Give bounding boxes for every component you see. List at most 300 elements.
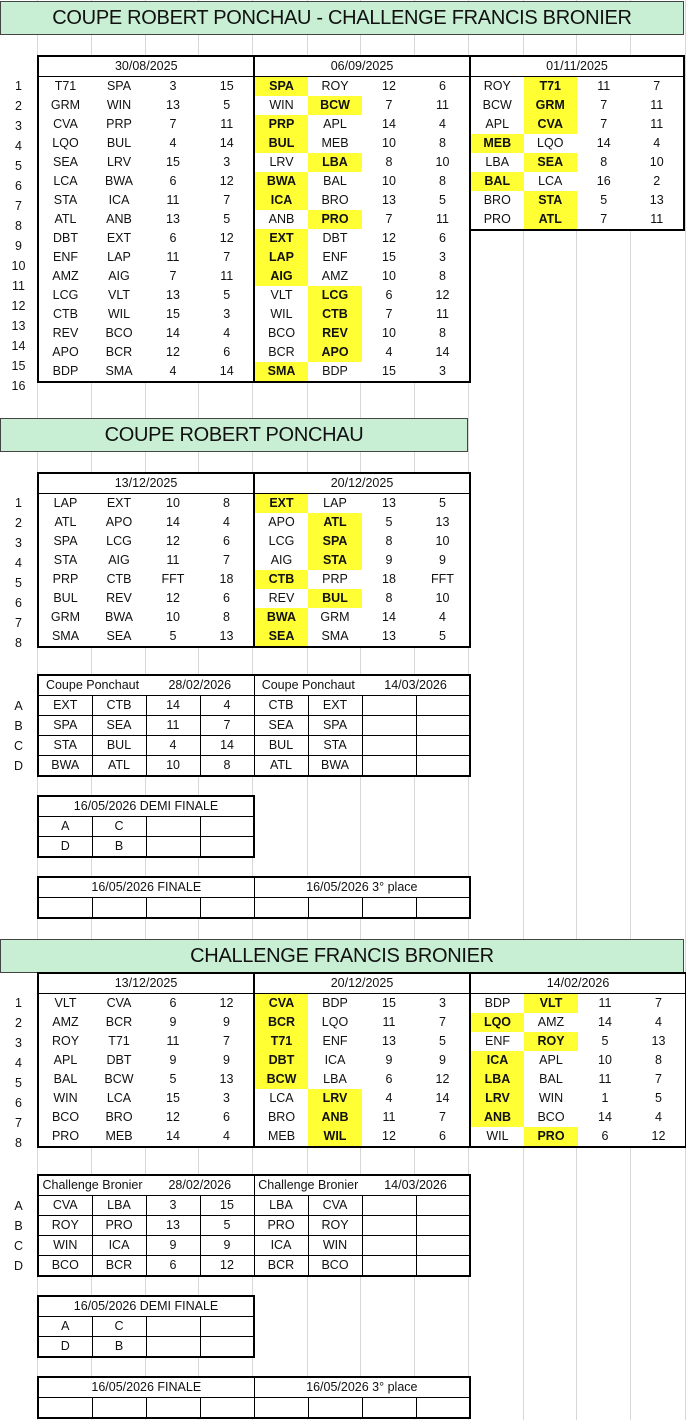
team-cell: DBT (106, 1053, 132, 1067)
team-cell: WIN (308, 1236, 362, 1256)
quarter-label: A (0, 696, 37, 716)
date-header: 13/12/2025 (38, 473, 254, 494)
score-cell: 13 (435, 515, 450, 529)
score-cell: 7 (223, 250, 231, 264)
team-cell: BUL (106, 136, 132, 150)
score-cell: 14 (200, 736, 254, 756)
score-cell: 15 (382, 250, 396, 264)
round-number: 9 (0, 236, 37, 256)
score-cell (362, 1236, 416, 1256)
team-cell: APL (53, 1053, 78, 1067)
score-cell: 6 (439, 231, 446, 245)
table-row (38, 716, 470, 736)
table-row (38, 115, 254, 134)
team-cell: LCG (106, 534, 132, 548)
team-cell: PRP (322, 572, 348, 586)
match-block (253, 472, 471, 648)
score-cell: 14 (219, 136, 234, 150)
team-cell: SPA (38, 716, 92, 736)
table-row (38, 153, 254, 172)
score-cell: 3 (439, 364, 446, 378)
table-row (470, 1108, 686, 1127)
score-cell: 10 (435, 155, 450, 169)
score-cell: 13 (146, 1216, 200, 1236)
match-block (469, 55, 685, 231)
quarter-date: 28/02/2026 (146, 675, 254, 696)
team-cell: BRO (267, 1110, 296, 1124)
score-cell: 9 (223, 1015, 230, 1029)
team-cell: ENF (53, 250, 78, 264)
team-cell: LBA (308, 153, 362, 172)
score-cell: 15 (166, 155, 180, 169)
team-cell: LBA (323, 1072, 347, 1086)
score-cell: 10 (435, 534, 450, 548)
score-cell: 14 (382, 610, 396, 624)
round-number: 6 (0, 1093, 37, 1113)
table-row (38, 77, 254, 97)
score-cell: 12 (651, 1129, 666, 1143)
table-row (38, 589, 254, 608)
round-number: 8 (0, 216, 37, 236)
date-header: 14/02/2026 (470, 973, 686, 994)
quarter-date: 28/02/2026 (146, 1175, 254, 1196)
team-cell: LRV (106, 155, 132, 169)
final-title: 16/05/2026 FINALE (38, 877, 254, 898)
table-row (38, 1398, 470, 1419)
score-cell: 9 (146, 1236, 200, 1256)
semi-cell: C (92, 817, 146, 837)
score-cell: 13 (382, 1034, 396, 1048)
date-header: 20/12/2025 (254, 473, 470, 494)
score-cell: 7 (223, 1034, 230, 1048)
quarter-label: C (0, 1236, 37, 1256)
score-cell: 14 (435, 1091, 450, 1105)
score-cell: 12 (219, 231, 234, 245)
team-cell: CVA (308, 1196, 362, 1216)
team-cell: ENF (322, 250, 348, 264)
team-cell: LAP (107, 250, 131, 264)
team-cell: SPA (254, 77, 308, 97)
team-cell: SEA (254, 627, 308, 647)
score-cell: 5 (200, 1216, 254, 1236)
team-cell: BCR (92, 1256, 146, 1277)
team-cell: ICA (254, 1236, 308, 1256)
semi-cell (200, 837, 254, 858)
score-cell: 9 (169, 1053, 177, 1067)
team-cell: BCR (268, 345, 295, 359)
score-cell: 14 (435, 345, 450, 359)
cell (200, 898, 254, 919)
score-cell: 16 (596, 174, 611, 188)
team-cell: BUL (53, 591, 78, 605)
team-cell: BRO (483, 193, 511, 207)
table-row (470, 210, 684, 230)
score-cell (362, 756, 416, 777)
cell (146, 1398, 200, 1419)
score-cell: 7 (169, 269, 177, 283)
table-row (254, 286, 470, 305)
score-cell: 5 (223, 98, 231, 112)
team-cell: SMA (321, 629, 349, 643)
cell (416, 898, 470, 919)
round-number: 13 (0, 316, 37, 336)
score-cell: 12 (382, 79, 396, 93)
score-cell: 9 (169, 1015, 177, 1029)
team-cell: BCR (254, 1013, 308, 1032)
table-row (38, 570, 254, 589)
team-cell: LCA (53, 174, 78, 188)
table-row (38, 1013, 254, 1032)
cell (416, 1398, 470, 1419)
team-cell: ATL (54, 212, 77, 226)
team-cell: LRV (470, 1089, 524, 1108)
round-number: 3 (0, 533, 37, 553)
score-cell: 11 (166, 193, 180, 207)
round-number: 2 (0, 1013, 37, 1033)
team-cell: WIL (107, 307, 131, 321)
team-cell: BUL (92, 736, 146, 756)
table-row (38, 229, 254, 248)
table-row (470, 134, 684, 153)
score-cell: 5 (439, 1034, 446, 1048)
team-cell: BCO (105, 326, 133, 340)
team-cell: BWA (104, 174, 133, 188)
table-row (254, 153, 470, 172)
semi-cell: A (38, 817, 92, 837)
team-cell: BUL (254, 736, 308, 756)
date-header: 30/08/2025 (38, 56, 254, 77)
cell (38, 898, 92, 919)
score-cell: 12 (382, 231, 396, 245)
table-row (38, 1377, 470, 1398)
team-cell: PRP (254, 115, 308, 134)
score-cell: 12 (166, 345, 180, 359)
score-cell: 7 (439, 1015, 446, 1029)
score-cell: 11 (597, 79, 611, 93)
score-cell: 6 (385, 1072, 393, 1086)
cell (254, 1398, 308, 1419)
score-cell: 9 (385, 553, 393, 567)
team-cell: WIN (538, 1091, 564, 1105)
score-cell (362, 1216, 416, 1236)
cell (308, 1398, 362, 1419)
score-cell: 18 (219, 572, 234, 586)
quarter-label: B (0, 1216, 37, 1236)
score-cell: 12 (435, 1072, 450, 1086)
table-row (470, 1032, 686, 1051)
score-cell: 6 (601, 1129, 609, 1143)
table-row (38, 608, 254, 627)
semi-cell: D (38, 837, 92, 858)
round-number: 1 (0, 493, 37, 513)
challenge-finals (37, 1376, 471, 1419)
score-cell: 4 (223, 515, 230, 529)
score-cell: 14 (596, 136, 611, 150)
score-cell (362, 736, 416, 756)
score-cell: 6 (169, 174, 177, 188)
round-number: 12 (0, 296, 37, 316)
table-row (38, 1236, 470, 1256)
team-cell: BCR (254, 1256, 308, 1277)
table-row (38, 362, 254, 382)
score-cell: 8 (200, 756, 254, 777)
score-cell: 4 (655, 1110, 662, 1124)
team-cell: BWA (254, 608, 308, 627)
team-cell: BWA (308, 756, 362, 777)
table-row (254, 324, 470, 343)
score-cell: 13 (219, 1072, 234, 1086)
score-cell: 5 (601, 1034, 609, 1048)
score-cell: 11 (382, 1015, 396, 1029)
team-cell: LAP (53, 496, 78, 510)
team-cell: STA (524, 191, 578, 210)
team-cell: LQO (52, 136, 79, 150)
score-cell: 7 (600, 212, 608, 226)
team-cell: SPA (53, 534, 78, 548)
cell (254, 898, 308, 919)
score-cell: 3 (439, 250, 446, 264)
score-cell: 5 (439, 496, 446, 510)
score-cell: 10 (382, 136, 396, 150)
coupe-semi-finals (37, 795, 255, 858)
cell (92, 898, 146, 919)
team-cell: LCG (308, 286, 362, 305)
score-cell: 4 (200, 696, 254, 716)
score-cell: 5 (385, 515, 393, 529)
table-row (470, 1089, 686, 1108)
score-cell: 10 (382, 269, 396, 283)
team-cell: AMZ (321, 269, 349, 283)
score-cell: 4 (653, 136, 661, 150)
quarter-label: C (0, 736, 37, 756)
team-cell: CVA (38, 1196, 92, 1216)
team-cell: ROY (38, 1216, 92, 1236)
cell (308, 898, 362, 919)
score-cell: 7 (385, 98, 393, 112)
score-cell: 7 (600, 98, 608, 112)
score-cell (416, 716, 470, 736)
team-cell: LCG (52, 288, 79, 302)
team-cell: STA (53, 553, 78, 567)
date-header: 01/11/2025 (470, 56, 684, 77)
score-cell: FFT (431, 572, 454, 586)
cell (146, 898, 200, 919)
team-cell: BCW (104, 1072, 134, 1086)
score-cell: 3 (169, 79, 177, 93)
score-cell: 14 (146, 696, 200, 716)
team-cell: SMA (254, 362, 308, 382)
semi-cell (200, 1337, 254, 1358)
score-cell: 8 (385, 155, 393, 169)
semi-cell (146, 837, 200, 858)
final-title: 16/05/2026 FINALE (38, 1377, 254, 1398)
score-cell: 15 (219, 79, 234, 93)
score-cell: 13 (166, 212, 180, 226)
score-cell: 6 (223, 534, 230, 548)
team-cell: WIL (308, 1127, 362, 1147)
round-number: 7 (0, 613, 37, 633)
team-cell: LRV (269, 155, 294, 169)
table-row (38, 513, 254, 532)
team-cell: GRM (50, 610, 81, 624)
team-cell: BCO (537, 1110, 565, 1124)
team-cell: REV (268, 591, 295, 605)
team-cell: EXT (38, 696, 92, 716)
score-cell: 2 (653, 174, 661, 188)
score-cell: 7 (223, 193, 231, 207)
team-cell: MEB (105, 1129, 133, 1143)
table-row (470, 96, 684, 115)
table-row (254, 1013, 470, 1032)
score-cell: 11 (650, 98, 664, 112)
table-row (38, 1051, 254, 1070)
score-cell: 14 (598, 1110, 612, 1124)
table-row (470, 115, 684, 134)
score-cell: 4 (223, 326, 231, 340)
team-cell: ICA (470, 1051, 524, 1070)
score-cell (416, 756, 470, 777)
score-cell: 12 (435, 288, 450, 302)
team-cell: ANB (106, 212, 132, 226)
round-number: 4 (0, 553, 37, 573)
team-cell: T71 (254, 1032, 308, 1051)
score-cell: 11 (166, 1034, 180, 1048)
score-cell: 7 (655, 1072, 662, 1086)
team-cell: LQO (321, 1015, 349, 1029)
team-cell: BWA (38, 756, 92, 777)
team-cell: BDP (52, 364, 79, 378)
date-header: 06/09/2025 (254, 56, 470, 77)
round-number: 5 (0, 573, 37, 593)
team-cell: WIL (270, 307, 293, 321)
team-cell: CVA (106, 996, 132, 1010)
team-cell: GRM (320, 610, 350, 624)
semi-cell (200, 1317, 254, 1337)
score-cell: 6 (439, 79, 446, 93)
score-cell: 5 (439, 629, 446, 643)
score-cell: 11 (436, 212, 449, 226)
score-cell: 9 (439, 1053, 446, 1067)
team-cell: STA (308, 551, 362, 570)
table-row (254, 172, 470, 191)
team-cell: CTB (308, 305, 362, 324)
score-cell (416, 1236, 470, 1256)
team-cell: APL (539, 1053, 563, 1067)
score-cell: 11 (146, 716, 200, 736)
table-row (38, 675, 470, 696)
cell (362, 898, 416, 919)
table-row (38, 1216, 470, 1236)
semi-cell: A (38, 1317, 92, 1337)
team-cell: BAL (323, 174, 347, 188)
match-block (37, 55, 255, 383)
score-cell: 4 (439, 610, 446, 624)
team-cell: BWA (104, 610, 133, 624)
coupe-title-banner: COUPE ROBERT PONCHAU (0, 418, 468, 452)
score-cell: 13 (382, 629, 396, 643)
team-cell: ICA (324, 1053, 346, 1067)
score-cell: 8 (223, 496, 230, 510)
team-cell: LAP (254, 248, 308, 267)
score-cell: 5 (169, 1072, 177, 1086)
score-cell: 11 (166, 553, 180, 567)
team-cell: BRO (105, 1110, 133, 1124)
team-cell: PRO (254, 1216, 308, 1236)
team-cell: MEB (321, 136, 349, 150)
table-row (254, 305, 470, 324)
score-cell: 3 (439, 996, 446, 1010)
team-cell: LQO (470, 1013, 524, 1032)
team-cell: WIN (53, 1091, 78, 1105)
team-cell: WIN (106, 98, 132, 112)
score-cell: 12 (166, 591, 180, 605)
score-cell: 13 (382, 496, 396, 510)
round-number: 1 (0, 993, 37, 1013)
team-cell: PRO (92, 1216, 146, 1236)
table-row (38, 1089, 254, 1108)
team-cell: BDP (322, 996, 348, 1010)
team-cell: ANB (470, 1108, 524, 1127)
table-row (38, 532, 254, 551)
quarter-label: B (0, 716, 37, 736)
table-row (38, 1175, 470, 1196)
team-cell: CTB (254, 570, 308, 589)
quarter-date: 14/03/2026 (362, 1175, 470, 1196)
round-number: 4 (0, 136, 37, 156)
table-row (38, 96, 254, 115)
quarter-date: 14/03/2026 (362, 675, 470, 696)
score-cell: 10 (649, 155, 664, 169)
table-row (254, 513, 470, 532)
challenge-quarter-finals (37, 1174, 471, 1277)
team-cell: SEA (524, 153, 578, 172)
team-cell: CTB (92, 696, 146, 716)
team-cell: GRM (50, 98, 81, 112)
score-cell: 10 (166, 610, 180, 624)
match-block (253, 55, 471, 383)
round-number: 5 (0, 1073, 37, 1093)
team-cell: BDP (484, 996, 511, 1010)
score-cell: 5 (223, 288, 231, 302)
team-cell: BCW (308, 96, 362, 115)
table-row (38, 494, 254, 514)
team-cell: LBA (254, 1196, 308, 1216)
team-cell: ATL (254, 756, 308, 777)
score-cell: 8 (600, 155, 608, 169)
table-row (254, 1108, 470, 1127)
score-cell: 6 (169, 231, 177, 245)
score-cell: 5 (439, 193, 446, 207)
team-cell: AMZ (52, 269, 79, 283)
team-cell: VLT (108, 288, 130, 302)
semi-title: 16/05/2026 DEMI FINALE (38, 796, 254, 817)
round-number: 6 (0, 593, 37, 613)
round-number: 7 (0, 196, 37, 216)
team-cell: VLT (524, 994, 578, 1014)
cell (362, 1398, 416, 1419)
round-number: 11 (0, 276, 37, 296)
team-cell: CTB (106, 572, 132, 586)
score-cell: 8 (439, 174, 446, 188)
score-cell: 8 (439, 326, 446, 340)
score-cell: 4 (385, 345, 393, 359)
team-cell: ATL (92, 756, 146, 777)
team-cell: BAL (539, 1072, 563, 1086)
score-cell: 5 (600, 193, 608, 207)
team-cell: APO (268, 515, 295, 529)
score-cell: 14 (166, 1129, 180, 1143)
score-cell: 6 (146, 1256, 200, 1277)
